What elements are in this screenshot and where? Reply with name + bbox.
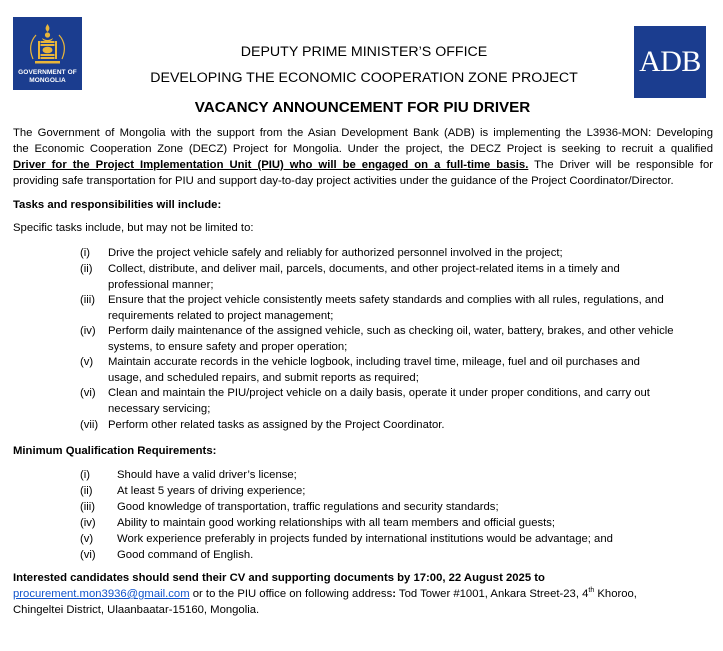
closing-line-2: [13, 587, 713, 603]
qualification-text: Work experience preferably in projects funded by international institutions would be advantage; and: [117, 532, 613, 545]
closing-line-2-end: Khoroo,: [594, 588, 637, 600]
task-text: usage, and scheduled repairs, and submit reports as required;: [108, 371, 419, 384]
task-text: Clean and maintain the PIU/project vehicle on a daily basis, operate it under proper conditions, and carry out: [108, 387, 650, 399]
task-text: systems, to ensure safety and proper operation;: [108, 340, 348, 353]
intro-line-3-rest: The Driver will be responsible for: [528, 159, 713, 171]
task-text: Ensure that the project vehicle consistently meets safety standards and complies with all rules, regulations, and: [108, 294, 664, 306]
task-number: (iii): [80, 294, 96, 306]
task-text: Perform daily maintenance of the assigned vehicle, such as checking oil, water, battery, brakes, and other vehicle: [108, 325, 674, 337]
qualification-number: (iii): [80, 500, 96, 513]
task-text: necessary servicing;: [108, 402, 211, 415]
tasks-heading: Tasks and responsibilities will include:: [13, 199, 222, 211]
header-project-line: DEVELOPING THE ECONOMIC COOPERATION ZONE PROJECT: [150, 70, 578, 86]
qualification-text: Ability to maintain good working relationships with all team members and official guests;: [117, 516, 556, 529]
intro-line-1: The Government of Mongolia with the support from the Asian Development Bank (ADB) is implementing the L3936-MON: Developing: [13, 127, 713, 139]
government-of-mongolia-logo: [13, 17, 82, 90]
header-office-line: DEPUTY PRIME MINISTER’S OFFICE: [240, 44, 488, 60]
task-text: Drive the project vehicle safely and reliably for authorized personnel involved in the project;: [108, 247, 563, 259]
closing-superscript: th: [588, 587, 595, 595]
qualification-number: (iv): [80, 516, 96, 529]
closing-line-3: Chingeltei District, Ulaanbaatar-15160, Mongolia.: [13, 604, 260, 616]
task-number: (ii): [80, 263, 93, 275]
intro-line-4: providing safe transportation for PIU and support day-to-day project activities under the guidance of the Project Coordinator/Director.: [13, 175, 674, 187]
closing-line-2-mid: or to the PIU office on following address: [189, 588, 393, 600]
qualification-text: Good knowledge of transportation, traffic regulations and security standards;: [117, 500, 499, 513]
logo-caption-line-1: GOVERNMENT OF: [18, 69, 77, 76]
task-text: Perform other related tasks as assigned by the Project Coordinator.: [108, 419, 445, 431]
task-number: (iv): [80, 325, 96, 337]
closing-address: Tod Tower #1001, Ankara Street-23, 4: [396, 588, 589, 600]
qualification-text: Should have a valid driver’s license;: [117, 469, 297, 481]
email-link[interactable]: procurement.mon3936@gmail.com: [13, 588, 190, 600]
tasks-lead: Specific tasks include, but may not be limited to:: [13, 222, 254, 234]
task-number: (vi): [80, 387, 96, 399]
qualification-number: (vi): [80, 548, 96, 561]
intro-highlight: Driver for the Project Implementation Unit (PIU) who will be engaged on a full-time basis.: [13, 159, 529, 171]
task-text: professional manner;: [108, 278, 214, 291]
task-text: Maintain accurate records in the vehicle logbook, including travel time, mileage, fuel and oil purchases and: [108, 356, 640, 368]
task-number: (vii): [80, 419, 99, 431]
task-number: (i): [80, 247, 91, 259]
closing-line-1: Interested candidates should send their CV and supporting documents by 17:00, 22 August 2025 to: [13, 572, 545, 584]
soyombo-emblem-icon: [13, 21, 82, 67]
qualification-number: (ii): [80, 484, 93, 497]
task-text: Collect, distribute, and deliver mail, parcels, documents, and other project-related items in a timely and: [108, 263, 620, 275]
task-number: (v): [80, 356, 94, 368]
qualification-number: (v): [80, 532, 94, 545]
closing-colon: :: [392, 588, 396, 600]
qualifications-heading: Minimum Qualification Requirements:: [13, 445, 217, 457]
qualification-number: (i): [80, 469, 91, 481]
adb-logo: ADB: [634, 26, 706, 98]
logo-caption-line-2: MONGOLIA: [29, 77, 66, 84]
task-text: requirements related to project management;: [108, 309, 334, 322]
page-title: VACANCY ANNOUNCEMENT FOR PIU DRIVER: [194, 99, 531, 116]
intro-line-2: the Economic Cooperation Zone (DECZ) Project for Mongolia. Under the project, the DECZ Project is seeking to recruit a qualified: [13, 143, 713, 155]
intro-line-3: [13, 158, 713, 174]
qualification-text: At least 5 years of driving experience;: [117, 484, 306, 497]
qualification-text: Good command of English.: [117, 548, 254, 561]
